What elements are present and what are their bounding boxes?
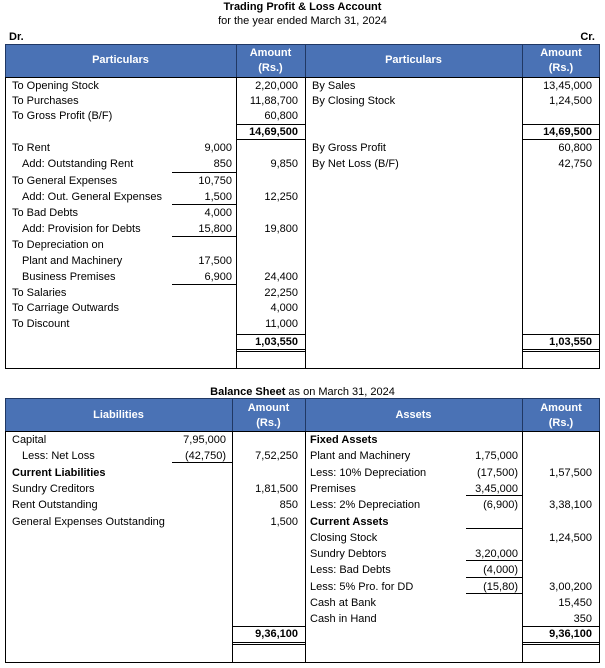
header-amount-unit-left: (Rs.) <box>258 62 283 74</box>
asset-row-amount: 350 <box>573 613 592 626</box>
asset-row-inner: (6,900) <box>483 499 518 512</box>
asset-row-inner: (15,80) <box>483 580 518 593</box>
balance-title-rest: as on March 31, 2024 <box>285 386 395 398</box>
total-left: 1,03,550 <box>255 336 298 348</box>
credit-row-amount: 1,24,500 <box>549 95 592 107</box>
debit-row-label: To Rent <box>12 142 50 154</box>
asset-row-inner: (4,000) <box>483 564 518 577</box>
debit-row-amount: 2,20,000 <box>255 80 298 92</box>
liability-row-label: Sundry Creditors <box>12 482 95 495</box>
debit-row-label: To Purchases <box>12 95 79 107</box>
dr-label: Dr. <box>9 31 24 43</box>
asset-row-inner: 3,20,000 <box>475 548 518 561</box>
debit-row-label: To Carriage Outwards <box>12 302 119 314</box>
asset-row-amount: 1,24,500 <box>549 531 592 544</box>
debit-row-label: To Gross Profit (B/F) <box>12 110 113 122</box>
debit-row-label: To Bad Debts <box>12 207 79 219</box>
debit-row-inner: 15,800 <box>198 223 232 235</box>
debit-row-amount: 22,250 <box>264 287 298 299</box>
liability-row-inner: 7,95,000 <box>183 434 226 446</box>
credit-row-amount: 42,750 <box>558 158 592 170</box>
debit-row-label: To Discount <box>12 318 70 330</box>
asset-row-label: Cash in Hand <box>310 613 377 626</box>
header-liabilities: Liabilities <box>93 409 144 421</box>
debit-row-inner: 10,750 <box>198 175 232 187</box>
bs-header-amount-unit-left: (Rs.) <box>256 417 281 429</box>
liability-row-amount: 1,81,500 <box>255 482 298 495</box>
debit-row-label: To General Expenses <box>12 175 118 187</box>
debit-row-inner: 9,000 <box>204 142 232 154</box>
debit-row-label: Add: Out. General Expenses <box>22 191 163 203</box>
debit-row-amount: 60,800 <box>264 110 298 122</box>
total-right: 1,03,550 <box>549 336 592 348</box>
asset-row-label: Closing Stock <box>310 531 378 544</box>
bs-total-left: 9,36,100 <box>255 628 298 640</box>
bs-header-amount-left: Amount <box>247 402 290 414</box>
credit-row-label: By Gross Profit <box>312 142 386 154</box>
asset-row-amount: 3,00,200 <box>549 580 592 593</box>
asset-row-amount: 1,57,500 <box>549 466 592 479</box>
credit-row-label: By Net Loss (B/F) <box>312 158 399 170</box>
debit-row-amount: 4,000 <box>270 302 298 314</box>
asset-row-inner: (17,500) <box>477 466 518 479</box>
subtotal-right: 14,69,500 <box>543 126 592 138</box>
debit-row-amount: 12,250 <box>264 191 298 203</box>
debit-row-amount: 9,850 <box>270 158 298 170</box>
asset-row-label: Sundry Debtors <box>310 548 387 561</box>
debit-row-label: Plant and Machinery <box>22 255 123 267</box>
asset-row-inner: 1,75,000 <box>475 450 518 463</box>
subtotal-left: 14,69,500 <box>249 126 298 138</box>
debit-row-inner: 850 <box>213 158 232 170</box>
asset-row-label: Cash at Bank <box>310 597 377 609</box>
asset-row-label: Plant and Machinery <box>310 450 411 463</box>
asset-row-inner: 3,45,000 <box>475 482 518 495</box>
header-amount-unit-right: (Rs.) <box>548 62 574 74</box>
bs-total-right: 9,36,100 <box>549 628 592 640</box>
debit-row-label: Add: Provision for Debts <box>22 223 141 235</box>
asset-row-label: Less: Bad Debts <box>310 564 391 577</box>
liability-row-label: Current Liabilities <box>12 466 106 479</box>
credit-row-amount: 13,45,000 <box>543 80 592 92</box>
balance-title-bold: Balance Sheet <box>210 386 286 398</box>
header-assets: Assets <box>395 409 432 421</box>
liability-row-label: General Expenses Outstanding <box>12 515 165 528</box>
liability-row-amount: 850 <box>279 499 298 512</box>
debit-row-label: Add: Outstanding Rent <box>22 158 134 170</box>
credit-row-label: By Closing Stock <box>312 95 396 107</box>
liability-row-inner: (42,750) <box>185 450 226 463</box>
debit-row-amount: 11,88,700 <box>249 95 298 107</box>
asset-row-amount: 3,38,100 <box>549 499 592 512</box>
bs-header-amount-right: Amount <box>540 402 582 414</box>
debit-row-amount: 19,800 <box>264 223 298 235</box>
credit-row-amount: 60,800 <box>558 142 592 154</box>
asset-row-label: Less: 2% Depreciation <box>310 499 421 512</box>
debit-row-inner: 4,000 <box>204 207 232 219</box>
debit-row-label: Business Premises <box>22 271 116 283</box>
cr-label: Cr. <box>580 31 595 43</box>
asset-row-amount: 15,450 <box>558 597 592 609</box>
asset-row-label: Fixed Assets <box>310 434 378 446</box>
trading-title: Trading Profit & Loss Account <box>223 1 382 13</box>
debit-row-label: To Depreciation on <box>12 239 104 251</box>
credit-row-label: By Sales <box>312 80 356 92</box>
asset-row-label: Current Assets <box>310 515 389 528</box>
asset-row-label: Less: 10% Depreciation <box>310 466 427 479</box>
debit-row-inner: 1,500 <box>204 191 232 203</box>
asset-row-label: Premises <box>310 482 356 495</box>
bs-header-amount-unit-right: (Rs.) <box>548 417 574 429</box>
debit-row-label: To Opening Stock <box>12 80 99 92</box>
liability-row-label: Capital <box>12 434 47 446</box>
liability-row-amount: 1,500 <box>270 515 298 528</box>
header-amount-left: Amount <box>249 47 292 59</box>
debit-row-inner: 6,900 <box>204 271 232 283</box>
liability-row-amount: 7,52,250 <box>255 450 298 463</box>
header-particulars-left: Particulars <box>92 54 149 66</box>
liability-row-label: Less: Net Loss <box>22 450 95 463</box>
asset-row-label: Less: 5% Pro. for DD <box>310 580 414 593</box>
debit-row-inner: 17,500 <box>198 255 232 267</box>
debit-row-amount: 11,000 <box>265 318 298 330</box>
debit-row-amount: 24,400 <box>264 271 298 283</box>
header-particulars-right: Particulars <box>385 54 442 66</box>
trading-subtitle: for the year ended March 31, 2024 <box>218 15 387 27</box>
liability-row-label: Rent Outstanding <box>12 499 98 512</box>
header-amount-right: Amount <box>540 47 582 59</box>
debit-row-label: To Salaries <box>12 287 67 299</box>
